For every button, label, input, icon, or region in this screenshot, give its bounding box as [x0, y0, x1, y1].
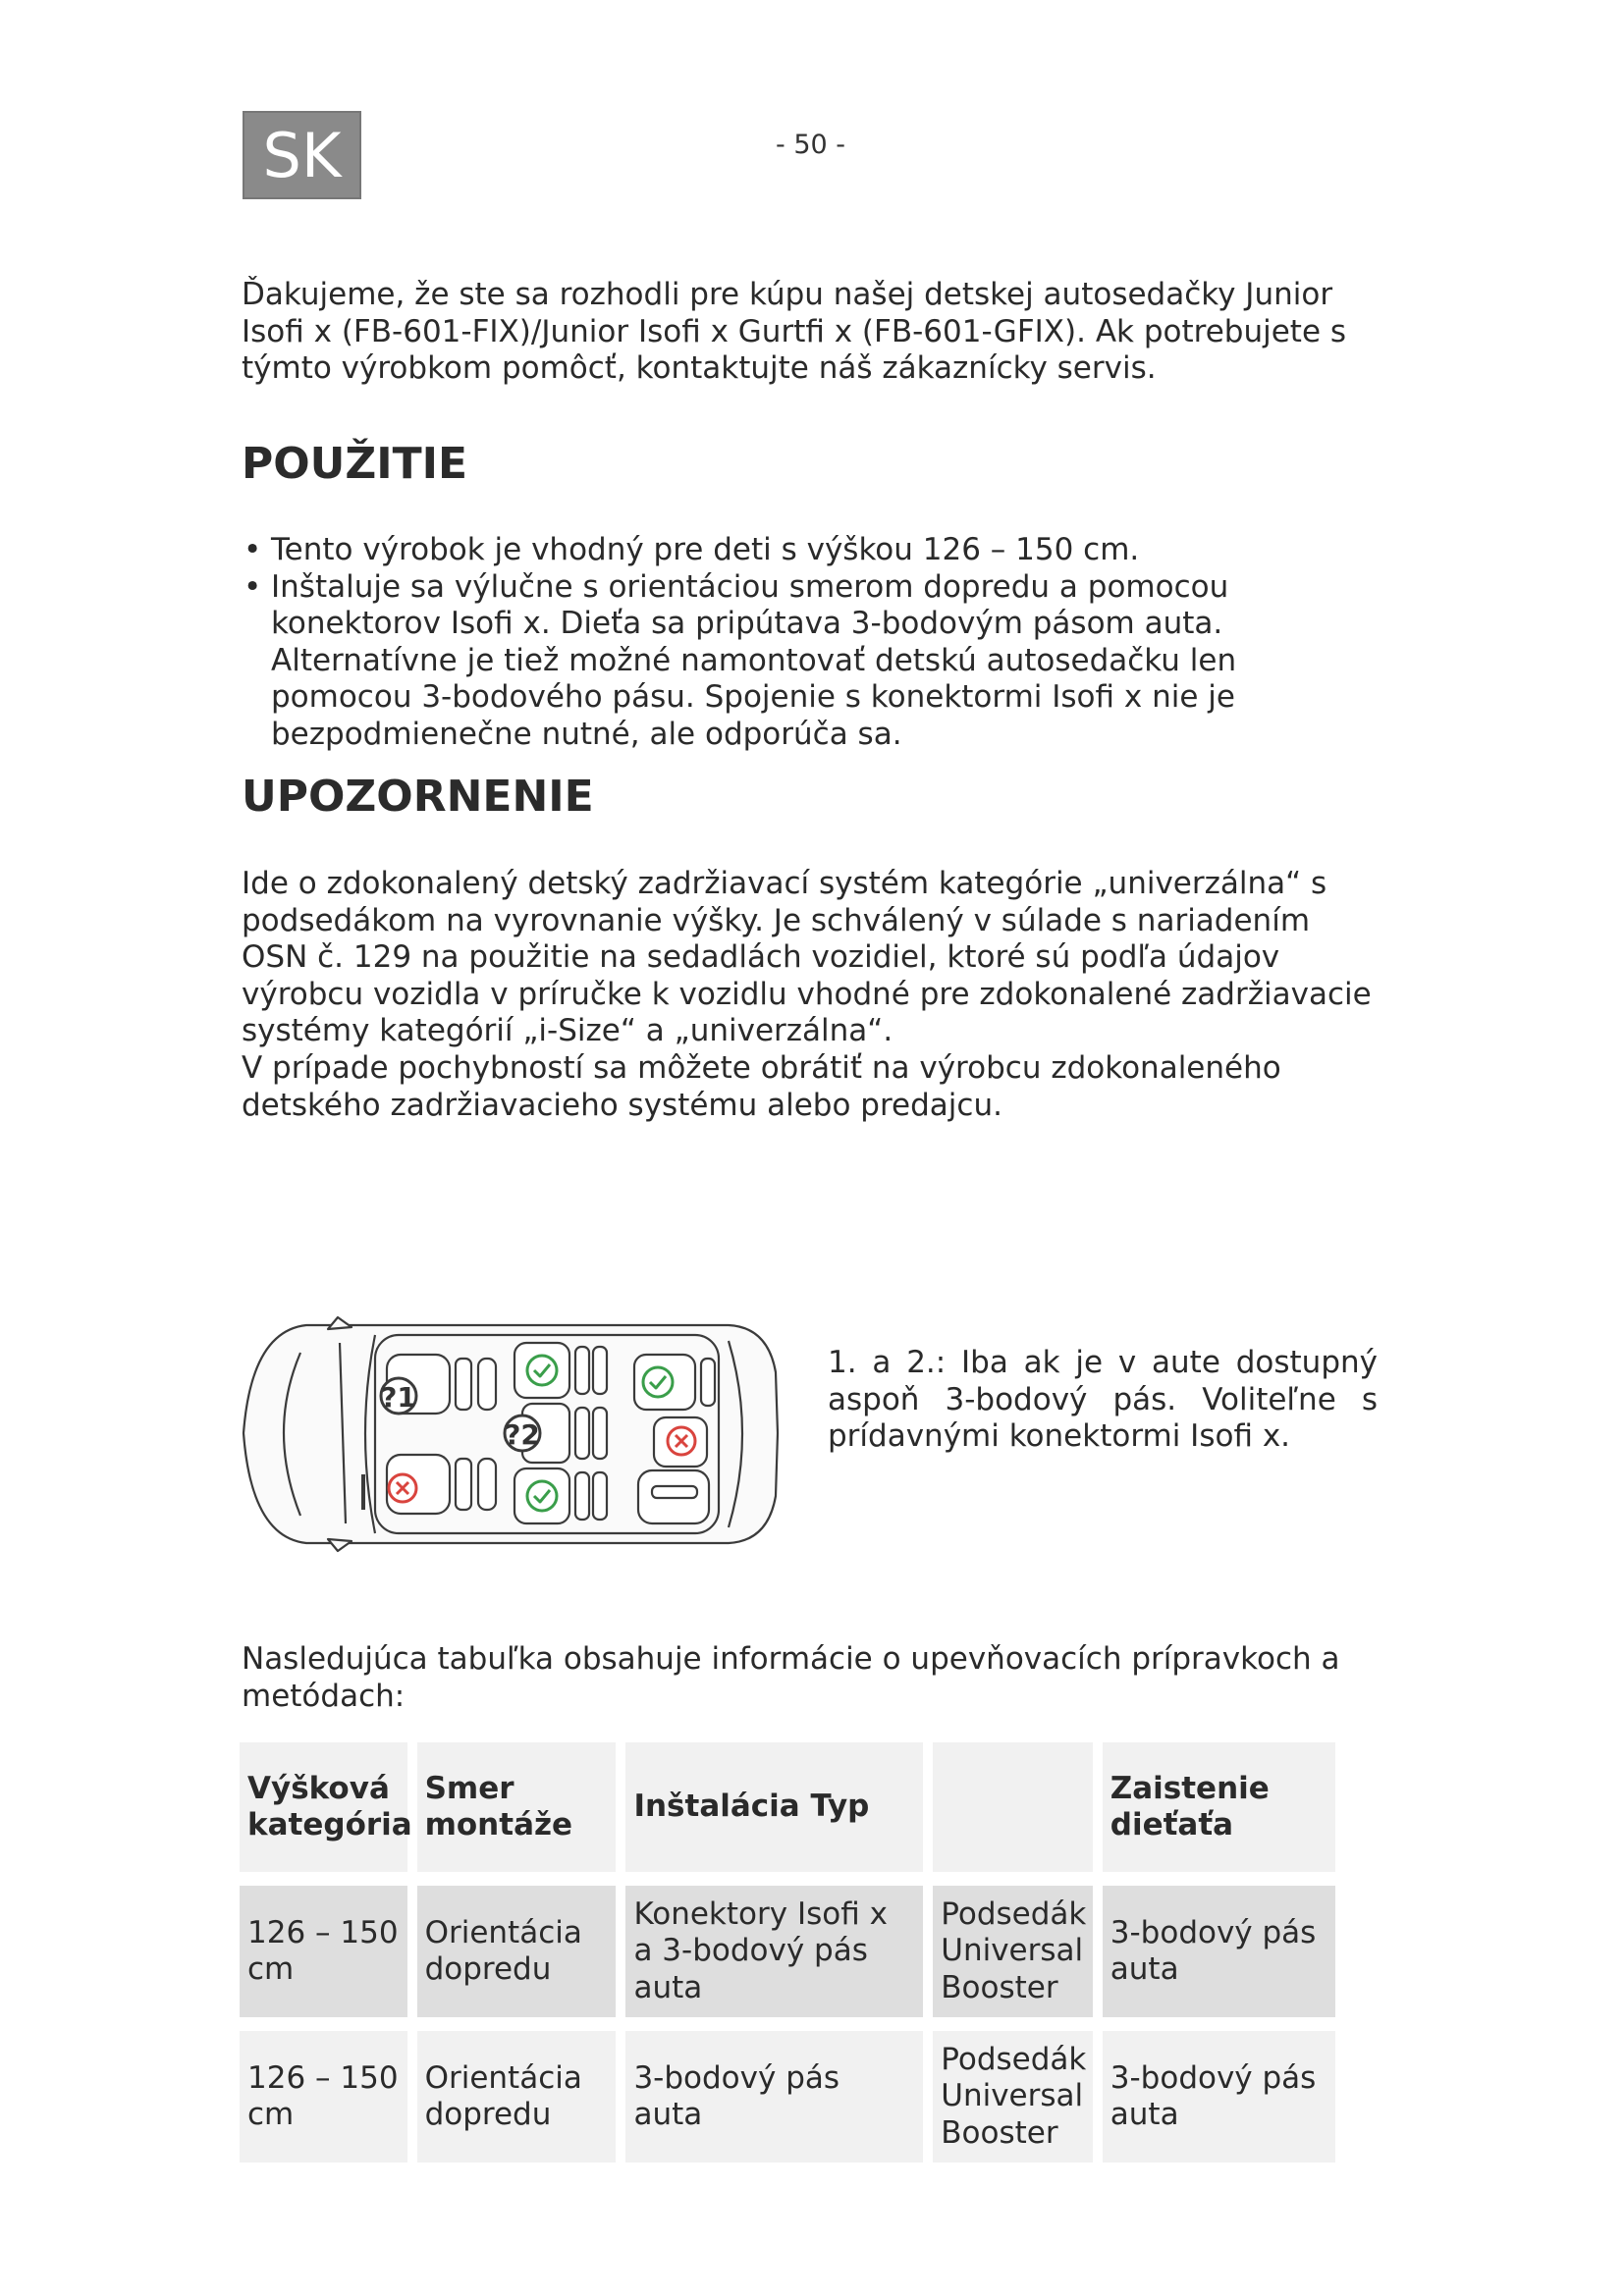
- table-cell: 126 – 150 cm: [240, 2031, 407, 2163]
- warning-paragraph: Ide o zdokonalený detský zadržiavací systém kategórie „univerzálna“ s podsedákom na vyrovnanie výšky. Je schválený v súlade s nariadením OSN č. 129 na použitie na sedadlách vozidiel, ktoré sú podľa údajov výrobcu vozidla v príručke k vozidlu vhodné pre zdokonalené zadržiavacie systémy kategórií „i-Size“ a „univerzálna“.: [242, 866, 1372, 1048]
- conditional-seat-icon: [505, 1415, 540, 1451]
- table-cell: Podsedák Universal Booster: [933, 1886, 1093, 2017]
- conditional-seat-label-1: ?1: [381, 1381, 416, 1414]
- table-cell: Podsedák Universal Booster: [933, 2031, 1093, 2163]
- conditional-seat-icon: [381, 1378, 416, 1414]
- allowed-check-icon: [527, 1356, 557, 1385]
- table-cell: 126 – 150 cm: [240, 1886, 407, 2017]
- table-cell: Konektory Isofi x a 3-bodový pás auta: [625, 1886, 923, 2017]
- warning-paragraph-2: V prípade pochybností sa môžete obrátiť na výrobcu zdokonaleného detského zadržiavacieho systému alebo predajcu.: [242, 1050, 1281, 1123]
- table-intro: Nasledujúca tabuľka obsahuje informácie o upevňovacích prípravkoch a metódach:: [242, 1641, 1340, 1714]
- table-header-cell: Inštalácia Typ: [625, 1742, 923, 1872]
- table-header-cell: Výšková kategória: [240, 1742, 407, 1872]
- usage-bullet: • Inštaluje sa výlučne s orientáciou smerom dopredu a pomocou konektorov Isofi x. Dieťa sa pripútava 3-bodovým pásom auta. Alternatívne je tiež možné namontovať detskú autosedačku len pomocou 3-bodového pásu. Spojenie s konektormi Isofi x nie je bezpodmienečne nutné, ale odporúča sa.: [242, 569, 1380, 754]
- table-header-row: [240, 1742, 1335, 1872]
- table-row: [240, 1886, 1335, 2017]
- table-cell: 3-bodový pás auta: [1103, 1886, 1335, 2017]
- not-allowed-icon: [668, 1427, 695, 1455]
- table-header-cell: Smer montáže: [417, 1742, 617, 1872]
- usage-list: [242, 532, 1380, 753]
- table-header-cell: Zaistenie dieťaťa: [1103, 1742, 1335, 1872]
- conditional-seat-label-2: ?2: [505, 1418, 540, 1451]
- allowed-check-icon: [527, 1481, 557, 1511]
- allowed-check-icon: [643, 1367, 673, 1397]
- table-cell: 3-bodový pás auta: [625, 2031, 923, 2163]
- table-cell: Orientácia dopredu: [417, 1886, 617, 2017]
- fixation-table: [230, 1729, 1345, 2176]
- table-cell: 3-bodový pás auta: [1103, 2031, 1335, 2163]
- table-header-cell: [933, 1742, 1093, 1872]
- diagram-note: 1. a 2.: Iba ak je v aute dostupný aspoň 3-bodový pás. Voliteľne s prídavnými konektormi Isofi x.: [828, 1345, 1378, 1454]
- page-number: - 50 -: [776, 130, 846, 160]
- car-seating-diagram: [238, 1313, 782, 1554]
- table-cell: Orientácia dopredu: [417, 2031, 617, 2163]
- intro-paragraph: Ďakujeme, že ste sa rozhodli pre kúpu našej detskej autosedačky Junior Isofi x (FB-601-FIX)/Junior Isofi x Gurtfi x (FB-601-GFIX). Ak potrebujete s týmto výrobkom pomôcť, kontaktujte náš zákaznícky servis.: [242, 277, 1347, 386]
- language-badge: SK: [243, 111, 361, 199]
- not-allowed-icon: [389, 1474, 416, 1502]
- usage-heading: POUŽITIE: [242, 439, 468, 489]
- usage-bullet: • Tento výrobok je vhodný pre deti s výškou 126 – 150 cm.: [242, 532, 1380, 569]
- table-row: [240, 2031, 1335, 2163]
- warning-heading: UPOZORNENIE: [242, 772, 594, 822]
